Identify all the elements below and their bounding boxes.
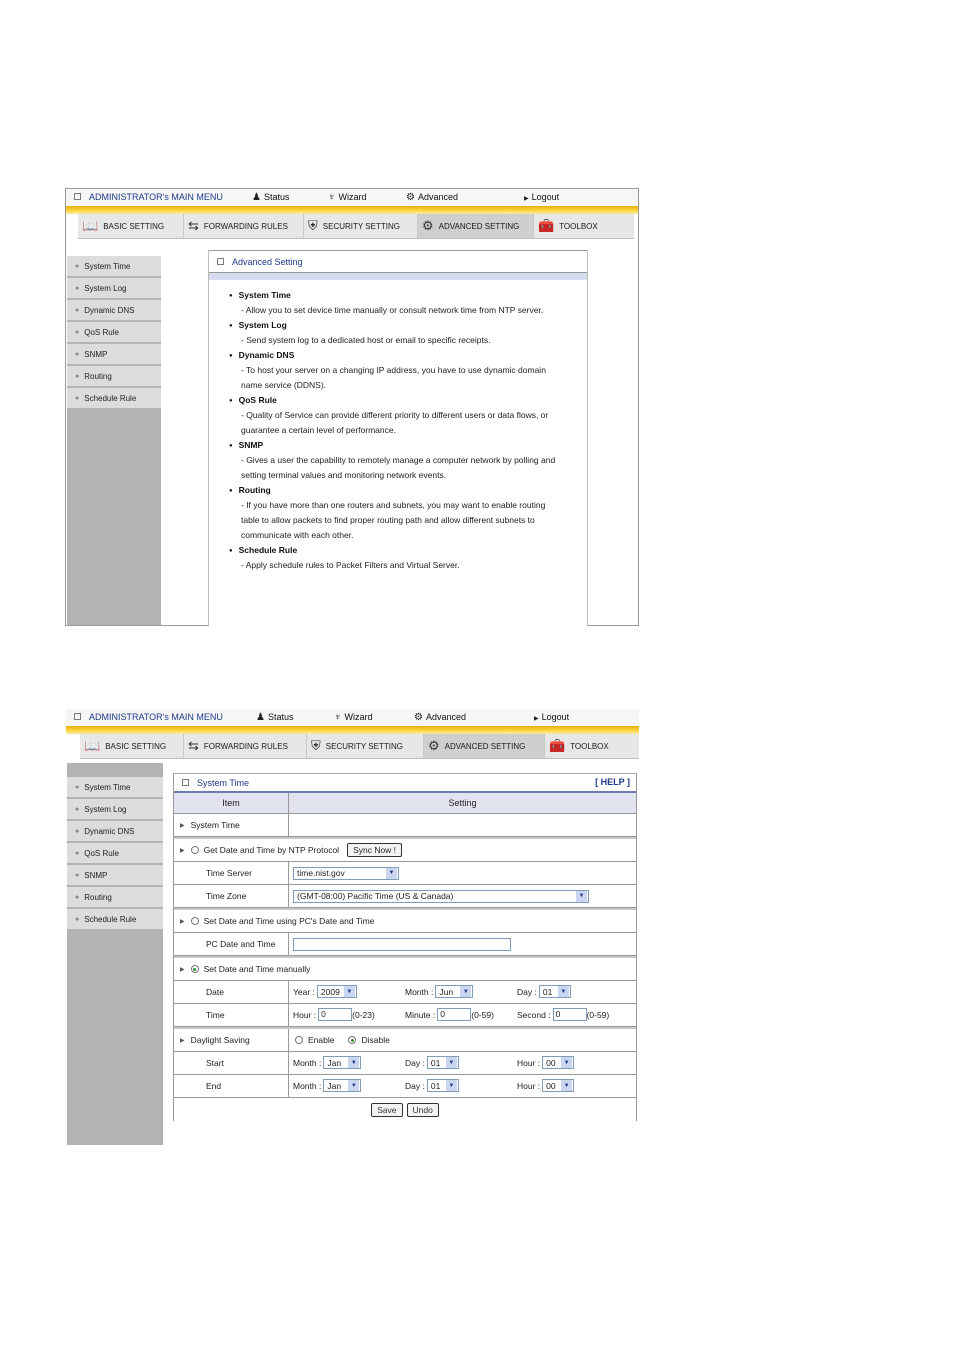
tab-toolbox[interactable]: 🧰 TOOLBOX: [538, 218, 598, 233]
bullet-icon: ●: [75, 827, 80, 835]
tab-basic-setting[interactable]: 📖 BASIC SETTING: [78, 214, 184, 238]
start-label: Start: [174, 1052, 289, 1074]
tab-bar: [78, 214, 634, 239]
square-icon: [74, 713, 81, 720]
bullet-icon: ●: [75, 893, 80, 901]
sidebar-item-routing[interactable]: ● Routing: [67, 887, 163, 907]
wizard-icon: ♆: [328, 192, 336, 203]
system-time-form: [173, 773, 637, 1121]
save-button[interactable]: Save: [371, 1103, 402, 1117]
disable-radio[interactable]: [348, 1036, 356, 1044]
system-time-label: ▶ System Time: [174, 814, 289, 836]
second-group: Second : 0 (0-59): [517, 1009, 610, 1020]
sidebar-item-system-time[interactable]: ● System Time: [67, 256, 161, 276]
start-hour-select[interactable]: 00 ▼: [542, 1056, 574, 1069]
book-icon: 📖: [84, 738, 101, 753]
advanced-icon: ⚙: [406, 192, 415, 203]
gold-divider: [66, 726, 639, 734]
chevron-down-icon: ▼: [561, 1057, 572, 1068]
time-row: [174, 1004, 636, 1027]
bullet-icon: ●: [75, 915, 80, 923]
tab-bar: [80, 734, 639, 759]
pc-date-label: PC Date and Time: [174, 933, 289, 955]
tab-forwarding-rules[interactable]: ⇆ FORWARDING RULES: [184, 734, 307, 758]
form-footer: [174, 1098, 636, 1121]
time-zone-select[interactable]: (GMT-08:00) Pacific Time (US & Canada) ▼: [293, 890, 589, 903]
sidebar-item-qos-rule[interactable]: ● QoS Rule: [67, 843, 163, 863]
bullet-icon: ●: [75, 849, 80, 857]
list-item: ● Routing - If you have more than one routers and subnets, you may want to enable routing table to allow packets to find proper routing path and allow different subnets to communicate with each other.: [229, 483, 587, 543]
advanced-link[interactable]: ⚙ Advanced: [406, 192, 458, 203]
wizard-link[interactable]: ♆ Wizard: [334, 712, 373, 723]
chevron-down-icon: ▼: [386, 868, 397, 879]
manual-option: ▶ Set Date and Time manually: [180, 964, 311, 974]
tab-basic-setting[interactable]: 📖 BASIC SETTING: [80, 734, 184, 758]
chevron-down-icon: ▼: [344, 986, 355, 997]
end-day-group: Day : 01 ▼: [405, 1079, 459, 1092]
status-link[interactable]: ♟ Status: [252, 192, 290, 203]
start-day-group: Day : 01 ▼: [405, 1056, 459, 1069]
end-day-select[interactable]: 01 ▼: [427, 1079, 459, 1092]
list-item: ● SNMP - Gives a user the capability to remotely manage a computer network by polling and setting terminal values and monitoring network events.: [229, 438, 587, 483]
chevron-down-icon: ▼: [576, 891, 587, 902]
month-group: Month : Jun ▼: [405, 985, 473, 998]
start-month-select[interactable]: Jan ▼: [323, 1056, 361, 1069]
bullet-icon: ●: [75, 871, 80, 879]
time-zone-row: [174, 885, 636, 908]
sidebar: [67, 256, 161, 625]
date-cell: [289, 981, 636, 1003]
sidebar: [67, 763, 163, 1145]
advanced-icon: ⚙: [428, 738, 440, 753]
advanced-link[interactable]: ⚙ Advanced: [414, 712, 466, 723]
chevron-down-icon: ▼: [348, 1057, 359, 1068]
sidebar-item-routing[interactable]: ● Routing: [67, 366, 161, 386]
book-icon: 📖: [82, 218, 99, 233]
gold-divider: [66, 206, 638, 214]
time-server-cell: [289, 862, 636, 884]
month-select[interactable]: Jun ▼: [435, 985, 473, 998]
bullet-icon: ●: [75, 805, 80, 813]
end-hour-select[interactable]: 00 ▼: [542, 1079, 574, 1092]
pc-time-option: ▶ Set Date and Time using PC's Date and Time: [180, 916, 375, 926]
date-label: Date: [174, 981, 289, 1003]
bullet-icon: ●: [75, 328, 80, 336]
sync-now-button[interactable]: Sync Now !: [347, 843, 402, 857]
column-header-item: Item: [174, 793, 289, 813]
panel-header: Advanced Setting: [209, 250, 587, 273]
bullet-icon: ●: [75, 262, 80, 270]
triangle-right-icon: ▶: [180, 822, 185, 829]
undo-button[interactable]: Undo: [407, 1103, 439, 1117]
time-label: Time: [174, 1004, 289, 1026]
start-hour-group: Hour : 00 ▼: [517, 1056, 574, 1069]
security-icon: ⛨: [311, 738, 321, 753]
logout-link[interactable]: ▶ Logout: [524, 192, 560, 202]
advanced-features-list: [209, 288, 587, 573]
list-item: ● QoS Rule - Quality of Service can provide different priority to different users or data flows, or guarantee a certain level of performance.: [229, 393, 587, 438]
time-zone-cell: [289, 885, 636, 907]
sidebar-item-snmp[interactable]: ● SNMP: [67, 865, 163, 885]
daylight-cell: Enable Disable: [289, 1029, 636, 1051]
sidebar-item-schedule-rule[interactable]: ● Schedule Rule: [67, 909, 163, 929]
wizard-icon: ♆: [334, 712, 342, 723]
hour-input[interactable]: 0: [318, 1008, 352, 1021]
bullet-icon: ●: [75, 350, 80, 358]
tab-security-setting[interactable]: ⛨ SECURITY SETTING: [307, 734, 424, 758]
logout-link[interactable]: ▶ Logout: [534, 712, 570, 722]
end-hour-group: Hour : 00 ▼: [517, 1079, 574, 1092]
year-select[interactable]: 2009 ▼: [317, 985, 357, 998]
date-row: [174, 981, 636, 1004]
chevron-down-icon: ▼: [446, 1080, 457, 1091]
chevron-down-icon: ▼: [558, 986, 569, 997]
bullet-icon: ●: [75, 284, 80, 292]
advanced-icon: ⚙: [414, 712, 423, 723]
square-icon: [217, 258, 224, 265]
main-menu-title: ADMINISTRATOR's MAIN MENU: [74, 192, 223, 202]
sidebar-item-dynamic-dns[interactable]: ● Dynamic DNS: [67, 821, 163, 841]
end-month-select[interactable]: Jan ▼: [323, 1079, 361, 1092]
system-time-value: [289, 814, 636, 836]
tab-advanced-setting[interactable]: ⚙ ADVANCED SETTING: [424, 734, 545, 758]
sidebar-item-dynamic-dns[interactable]: ● Dynamic DNS: [67, 300, 161, 320]
daylight-label: ▶ Daylight Saving: [174, 1029, 289, 1051]
bullet-icon: ●: [75, 394, 80, 402]
panel-stripe: [209, 273, 587, 280]
main-menu-bar: [66, 709, 639, 727]
triangle-right-icon: ▶: [180, 1037, 185, 1044]
toolbox-icon: 🧰: [549, 738, 566, 753]
bullet-icon: ●: [75, 372, 80, 380]
square-icon: [182, 779, 189, 786]
start-day-select[interactable]: 01 ▼: [427, 1056, 459, 1069]
manual-radio[interactable]: [191, 965, 199, 973]
minute-group: Minute : 0 (0-59): [405, 1009, 494, 1020]
start-cell: [289, 1052, 636, 1074]
advanced-setting-screenshot: [65, 188, 639, 626]
start-row: [174, 1052, 636, 1075]
time-server-row: [174, 862, 636, 885]
sidebar-item-qos-rule[interactable]: ● QoS Rule: [67, 322, 161, 342]
triangle-right-icon: ▶: [180, 847, 185, 854]
system-time-screenshot: [66, 709, 639, 1145]
end-label: End: [174, 1075, 289, 1097]
time-server-select[interactable]: time.nist.gov ▼: [293, 867, 399, 880]
ntp-radio[interactable]: [191, 846, 199, 854]
chevron-down-icon: ▼: [460, 986, 471, 997]
second-input[interactable]: 0: [553, 1008, 587, 1021]
help-link[interactable]: [ HELP ]: [595, 777, 630, 787]
sidebar-item-schedule-rule[interactable]: ● Schedule Rule: [67, 388, 161, 408]
arrow-right-icon: ▶: [534, 716, 539, 722]
triangle-right-icon: ▶: [180, 918, 185, 925]
time-cell: [289, 1004, 636, 1026]
status-link[interactable]: ♟ Status: [256, 712, 294, 723]
advanced-icon: ⚙: [422, 218, 434, 233]
ntp-row: [174, 837, 636, 862]
minute-input[interactable]: 0: [437, 1008, 471, 1021]
pc-time-row: [174, 908, 636, 933]
list-item: ● System Time - Allow you to set device time manually or consult network time from NTP server.: [229, 288, 587, 318]
bullet-icon: ●: [75, 306, 80, 314]
list-item: ● Schedule Rule - Apply schedule rules to Packet Filters and Virtual Server.: [229, 543, 587, 573]
day-group: Day : 01 ▼: [517, 985, 571, 998]
ntp-option: ▶ Get Date and Time by NTP Protocol Sync Now !: [174, 839, 636, 861]
end-cell: [289, 1075, 636, 1097]
chevron-down-icon: ▼: [348, 1080, 359, 1091]
time-zone-label: Time Zone: [174, 885, 289, 907]
chevron-down-icon: ▼: [446, 1057, 457, 1068]
system-time-row: [174, 814, 636, 837]
main-menu-title: ADMINISTRATOR's MAIN MENU: [74, 712, 223, 722]
sidebar-item-system-log[interactable]: ● System Log: [67, 278, 161, 298]
list-item: ● System Log - Send system log to a dedicated host or email to specific receipts.: [229, 318, 587, 348]
tab-toolbox[interactable]: 🧰 TOOLBOX: [549, 738, 609, 753]
bullet-icon: ●: [75, 783, 80, 791]
arrow-right-icon: ▶: [524, 196, 529, 202]
sidebar-item-snmp[interactable]: ● SNMP: [67, 344, 161, 364]
sidebar-spacer: [67, 763, 163, 777]
start-month-group: Month : Jan ▼: [293, 1056, 361, 1069]
person-icon: ♟: [256, 712, 265, 723]
forward-icon: ⇆: [188, 218, 199, 233]
form-header: System Time [ HELP ]: [174, 773, 636, 791]
end-month-group: Month : Jan ▼: [293, 1079, 361, 1092]
square-icon: [74, 193, 81, 200]
tab-security-setting[interactable]: ⛨ SECURITY SETTING: [304, 214, 418, 238]
tab-advanced-setting[interactable]: ⚙ ADVANCED SETTING: [418, 214, 534, 238]
sidebar-item-system-time[interactable]: ● System Time: [67, 777, 163, 797]
triangle-right-icon: ▶: [180, 966, 185, 973]
pc-date-cell: [289, 933, 636, 955]
hour-group: Hour : 0 (0-23): [293, 1009, 375, 1020]
pc-time-radio[interactable]: [191, 917, 199, 925]
chevron-down-icon: ▼: [561, 1080, 572, 1091]
manual-row: [174, 956, 636, 981]
main-menu-bar: [66, 189, 638, 207]
person-icon: ♟: [252, 192, 261, 203]
column-header-setting: Setting: [448, 798, 477, 808]
toolbox-icon: 🧰: [538, 218, 555, 233]
forward-icon: ⇆: [188, 738, 199, 753]
end-row: [174, 1075, 636, 1098]
tab-forwarding-rules[interactable]: ⇆ FORWARDING RULES: [184, 214, 304, 238]
table-header: [174, 791, 636, 814]
list-item: ● Dynamic DNS - To host your server on a changing IP address, you have to use dynamic domain name service (DDNS).: [229, 348, 587, 393]
daylight-row: [174, 1027, 636, 1052]
time-server-label: Time Server: [174, 862, 289, 884]
wizard-link[interactable]: ♆ Wizard: [328, 192, 367, 203]
day-select[interactable]: 01 ▼: [539, 985, 571, 998]
pc-date-input[interactable]: [293, 938, 511, 951]
pc-date-row: [174, 933, 636, 956]
year-group: Year : 2009 ▼: [293, 985, 357, 998]
sidebar-item-system-log[interactable]: ● System Log: [67, 799, 163, 819]
security-icon: ⛨: [308, 218, 318, 233]
advanced-setting-panel: [208, 250, 588, 626]
enable-radio[interactable]: [295, 1036, 303, 1044]
